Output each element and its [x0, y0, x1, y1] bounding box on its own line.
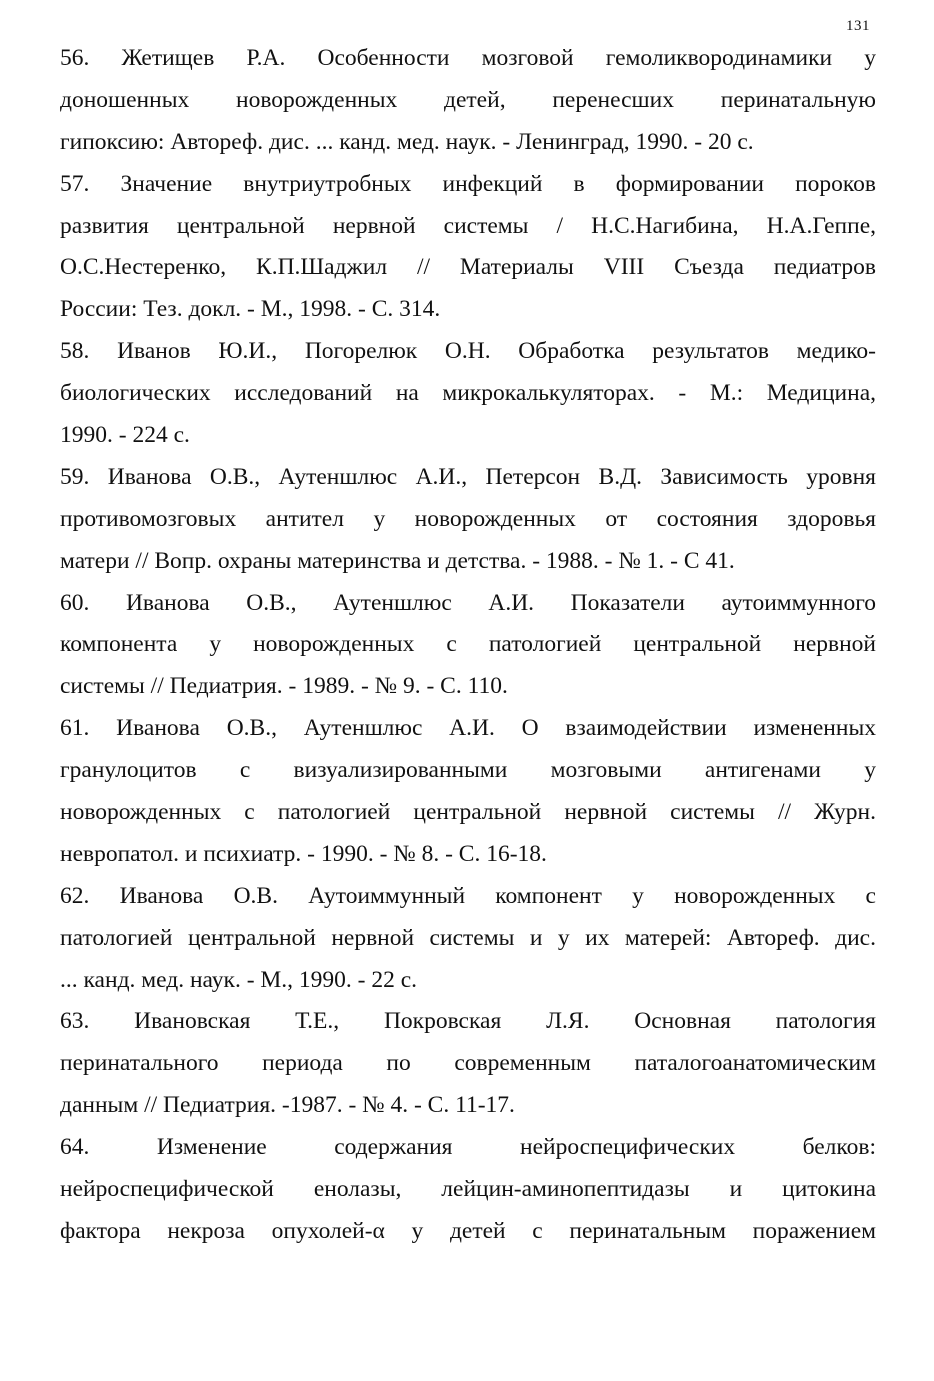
reference-list [60, 38, 876, 1253]
reference-line: 60. Иванова О.В., Аутеншлюс А.И. Показатели аутоиммунного [60, 589, 876, 616]
reference-entry-56 [60, 38, 876, 164]
reference-entry-64 [60, 1127, 876, 1253]
reference-line: компонента у новорожденных с патологией центральной нервной [60, 631, 876, 658]
reference-line: системы // Педиатрия. - 1989. - № 9. - С. 110. [60, 673, 508, 700]
reference-line: доношенных новорожденных детей, перенесших перинатальную [60, 86, 876, 113]
reference-entry-62 [60, 876, 876, 1002]
reference-line: биологических исследований на микрокалькуляторах. - М.: Медицина, [60, 380, 876, 407]
reference-line: гранулоцитов с визуализированными мозговыми антигенами у [60, 757, 876, 784]
reference-entry-58 [60, 331, 876, 457]
reference-line: 63. Ивановская Т.Е., Покровская Л.Я. Основная патология [60, 1008, 876, 1035]
page-number: 131 [846, 18, 870, 34]
reference-line: перинатального периода по современным паталогоанатомическим [60, 1050, 876, 1077]
reference-line: данным // Педиатрия. -1987. - № 4. - С. 11-17. [60, 1092, 515, 1119]
reference-entry-60 [60, 583, 876, 709]
reference-line: 57. Значение внутриутробных инфекций в формировании пороков [60, 170, 876, 197]
reference-line: 62. Иванова О.В. Аутоиммунный компонент у новорожденных с [60, 882, 876, 909]
reference-line: ... канд. мед. наук. - М., 1990. - 22 с. [60, 966, 418, 993]
reference-line: развития центральной нервной системы / Н.С.Нагибина, Н.А.Геппе, [60, 212, 876, 239]
reference-entry-63 [60, 1001, 876, 1127]
reference-entry-61 [60, 708, 876, 876]
reference-line: 58. Иванов Ю.И., Погорелюк О.Н. Обработка результатов медико- [60, 338, 876, 365]
reference-line: О.С.Нестеренко, К.П.Шаджил // Материалы VIII Съезда педиатров [60, 254, 876, 281]
reference-line: нейроспецифической енолазы, лейцин-аминопептидазы и цитокина [60, 1176, 876, 1203]
reference-entry-57 [60, 164, 876, 332]
reference-line: невропатол. и психиатр. - 1990. - № 8. - С. 16-18. [60, 840, 547, 867]
reference-line: фактора некроза опухолей-α у детей с перинатальным поражением [60, 1217, 876, 1244]
reference-line: 61. Иванова О.В., Аутеншлюс А.И. О взаимодействии измененных [60, 715, 876, 742]
reference-line: 56. Жетищев Р.А. Особенности мозговой гемоликвородинамики у [60, 45, 876, 71]
reference-entry-59 [60, 457, 876, 583]
reference-line: 64. Изменение содержания нейроспецифических белков: [60, 1134, 876, 1161]
reference-line: новорожденных с патологией центральной нервной системы // Журн. [60, 799, 876, 826]
reference-line: гипоксию: Автореф. дис. ... канд. мед. наук. - Ленинград, 1990. - 20 с. [60, 128, 754, 155]
reference-line: патологией центральной нервной системы и у их матерей: Автореф. дис. [60, 924, 876, 951]
reference-line: матери // Вопр. охраны материнства и детства. - 1988. - № 1. - С 41. [60, 547, 735, 574]
reference-line: противомозговых антител у новорожденных от состояния здоровья [60, 505, 876, 532]
reference-line: России: Тез. докл. - М., 1998. - С. 314. [60, 296, 441, 323]
reference-line: 59. Иванова О.В., Аутеншлюс А.И., Петерсон В.Д. Зависимость уровня [60, 463, 876, 490]
reference-line: 1990. - 224 с. [60, 422, 190, 449]
